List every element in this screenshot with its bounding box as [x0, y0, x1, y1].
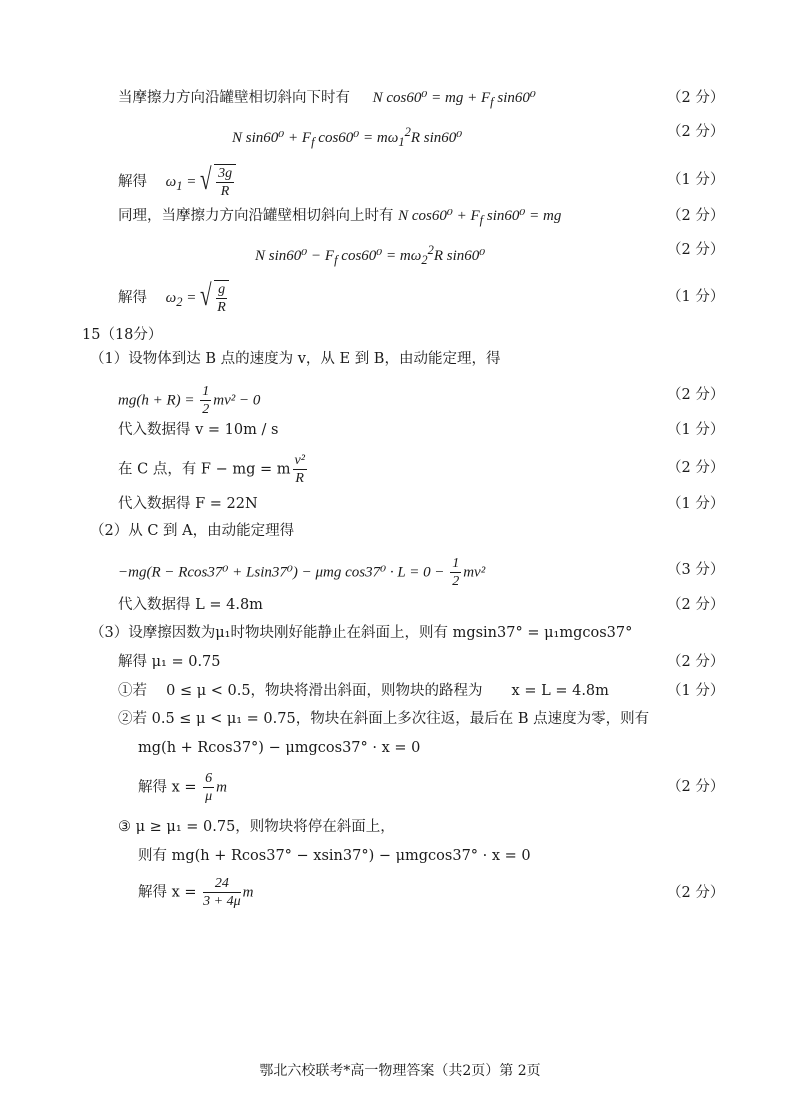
case-3-equation: 则有 mg(h + Rcos37° − xsin37°) − μmgcos37° · x = 0	[138, 848, 531, 864]
points-label: （3 分）	[667, 562, 725, 578]
points-label: （2 分）	[667, 885, 725, 901]
case-3-solution: 解得 x = $\frac{24}{3 + 4\mu}$ m	[138, 876, 254, 909]
points-label: （2 分）	[667, 387, 725, 403]
points-label: （1 分）	[667, 683, 725, 699]
points-label: （2 分）	[667, 654, 725, 670]
part-3-text: （3）设摩擦因数为μ₁时物块刚好能静止在斜面上，则有 mgsin37° = μ₁mgcos37°	[90, 625, 633, 641]
case-1: ①若 0 ≤ μ < 0.5，物块将滑出斜面，则物块的路程为 x = L = 4.8m	[118, 683, 609, 699]
points-label: （1 分）	[667, 289, 725, 305]
points-label: （1 分）	[667, 172, 725, 188]
points-label: （2 分）	[667, 779, 725, 795]
solution-label: 解得	[118, 174, 147, 190]
sqrt-expression: √ $\frac{3g}{R}$	[200, 164, 236, 200]
result-F: 代入数据得 F = 22N	[118, 496, 258, 512]
case-2-solution: 解得 x = $\frac{6}{\mu}$ m	[138, 771, 227, 804]
solution-omega2: 解得 $\omega_2$ = √ $\frac{g}{R}$	[118, 280, 229, 316]
equation-point-c: 在 C 点，有 F − mg = m $\frac{\text{v²}}{R}$	[118, 453, 305, 486]
text-line-4: 同理，当摩擦力方向沿罐壁相切斜向上时有 N $\cos 60^0 + F_f$ sin60⁰ = mg	[118, 208, 562, 227]
case-3: ③ μ ≥ μ₁ = 0.75，则物块将停在斜面上，	[118, 819, 395, 835]
question-15-heading: 15（18分）	[82, 327, 163, 343]
equation-energy-1: mg(h + R) = $\frac{1}{2}$ mv² − 0	[118, 384, 261, 417]
sqrt-expression: √ $\frac{g}{R}$	[200, 280, 229, 316]
points-label: （2 分）	[667, 242, 725, 258]
equation-5: N $\sin 60^0 - F_f$ $\cos 60^0 = m\omega_2^2R$ sin60⁰	[255, 243, 486, 267]
text-line-1	[118, 88, 536, 112]
solution-omega1: 解得 $\omega_1$ = √ $\frac{3g}{R}$	[118, 164, 236, 200]
points-label: （1 分）	[667, 422, 725, 438]
page-footer: 鄂北六校联考*高一物理答案（共2页）第 2页	[259, 1063, 541, 1079]
points-label: （2 分）	[667, 597, 725, 613]
result-L: 代入数据得 L = 4.8m	[118, 597, 263, 613]
part-2-text: （2）从 C 到 A，由动能定理得	[90, 523, 295, 539]
points-label: （1 分）	[667, 496, 725, 512]
result-mu1: 解得 μ₁ = 0.75	[118, 654, 221, 670]
equation-1: N cos60⁰ = mg + $F_f$ sin60⁰	[372, 90, 536, 109]
points-label: （2 分）	[667, 208, 725, 224]
result-v: 代入数据得 v = 10m / s	[118, 422, 279, 438]
case-2-equation: mg(h + Rcos37°) − μmgcos37° · x = 0	[138, 740, 421, 756]
points-label: （2 分）	[667, 90, 725, 106]
part-1-text: （1）设物体到达 B 点的速度为 v，从 E 到 B，由动能定理，得	[90, 351, 501, 367]
equation-energy-2: −mg(R − Rcos37⁰ + Lsin37⁰) − μmg cos37⁰ · L = 0 − $\frac{1}{2}$ mv²	[118, 556, 486, 589]
line-1-text: 当摩擦力方向沿罐壁相切斜向下时有	[118, 90, 350, 106]
points-label: （2 分）	[667, 460, 725, 476]
equation-2: N $\sin 60^0 + F_f$ $\cos 60^0 = m\omega_1^2R$ sin60⁰	[232, 125, 463, 149]
points-label: （2 分）	[667, 124, 725, 140]
case-2: ②若 0.5 ≤ μ < μ₁ = 0.75，物块在斜面上多次往返，最后在 B 点速度为零，则有	[118, 711, 650, 727]
